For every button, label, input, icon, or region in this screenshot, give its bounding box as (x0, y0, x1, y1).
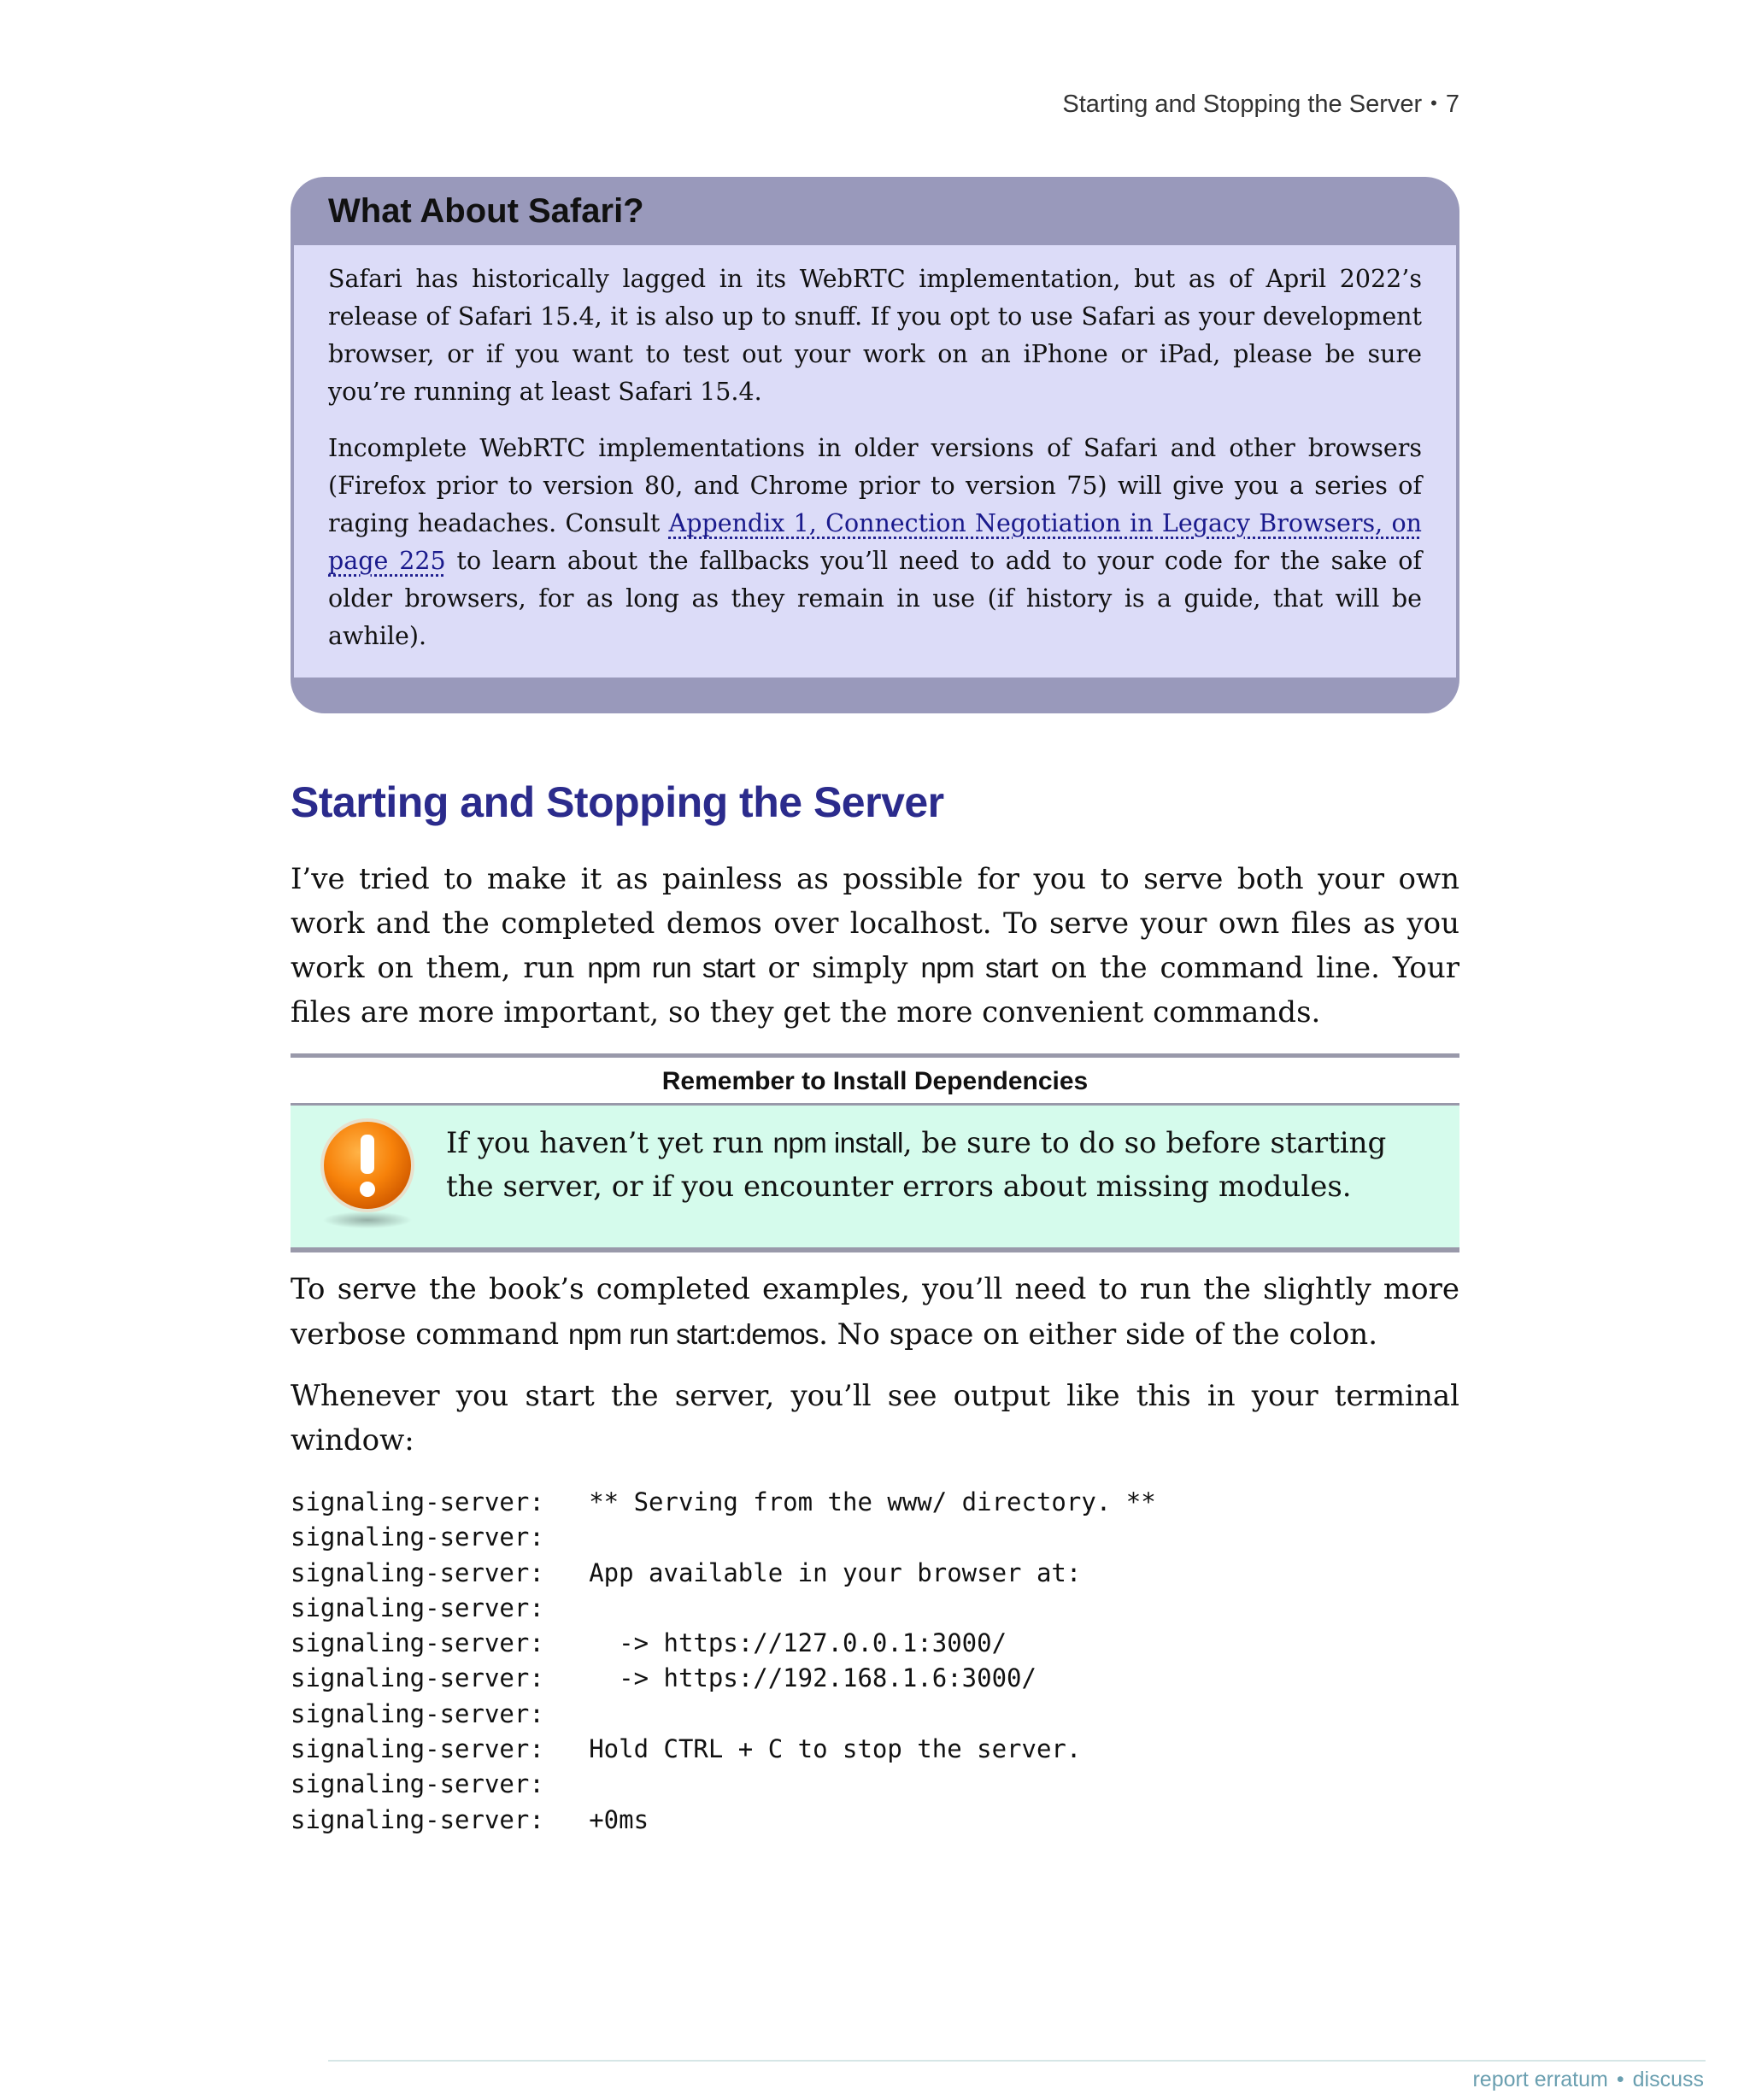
callout-panel (291, 1106, 1459, 1247)
inline-code: npm install (772, 1127, 903, 1159)
safari-sidebar (291, 177, 1459, 713)
callout-title: Remember to Install Dependencies (661, 1067, 1089, 1095)
footer (1472, 2068, 1704, 2092)
sidebar-p2-text: Incomplete WebRTC implementations in older versions of Safari and other browsers (Firefox prior to version 80, and Chrome prior to version 75) will give you a series of raging headaches. Consult (328, 434, 1422, 537)
inline-code: npm start (920, 952, 1038, 983)
report-erratum-link[interactable]: report erratum (1472, 2068, 1608, 2091)
callout-text (446, 1121, 1420, 1209)
demos-paragraph (291, 1268, 1459, 1357)
sidebar-p2-text-end: to learn about the fallbacks you’ll need to add to your code for the sake of older browsers, for as long as they remain in use (if history is a guide, that will be awhile). (328, 547, 1422, 650)
code-line: signaling-server: -> https://127.0.0.1:3000/ (291, 1628, 1007, 1658)
sidebar-body (294, 245, 1456, 678)
text: or simply (755, 951, 921, 985)
code-line: signaling-server: (291, 1593, 544, 1622)
terminal-output (291, 1485, 1156, 1838)
text: To serve the book’s completed examples, you’ll need to run the slightly more verbose command (291, 1272, 1459, 1352)
terminal-intro-paragraph: Whenever you start the server, you’ll see output like this in your terminal window: (291, 1379, 1459, 1458)
code-line: signaling-server: App available in your browser at: (291, 1557, 1082, 1587)
text: I’ve tried to make it as painless as possible for you to serve both your own work and the completed demos over localhost. To serve your own files as you work on them, run (291, 862, 1459, 985)
footer-divider (328, 2060, 1706, 2062)
discuss-link[interactable]: discuss (1632, 2068, 1704, 2091)
running-head-bullet: • (1430, 92, 1437, 114)
inline-code: npm run start:demos (567, 1317, 819, 1350)
exclamation-icon (316, 1116, 419, 1232)
appendix-link[interactable]: Appendix 1, Connection Negotiation in Legacy Browsers, on page 225 (328, 509, 1423, 575)
page-number: 7 (1445, 91, 1459, 118)
intro-paragraph (291, 858, 1459, 1035)
text: . No space on either side of the colon. (819, 1317, 1377, 1352)
text: , be sure to do so before starting the server, or if you encounter errors about missing modules. (446, 1126, 1387, 1204)
code-line: signaling-server: Hold CTRL + C to stop the server. (291, 1734, 1082, 1764)
code-line: signaling-server: (291, 1769, 544, 1799)
sidebar-paragraph-1: Safari has historically lagged in its WebRTC implementation, but as of April 2022’s release of Safari 15.4, it is also up to snuff. If you opt to use Safari as your development browser, or if you want to test out your work on an iPhone or iPad, please be sure you’re running at least Safari 15.4. (328, 265, 1422, 406)
section-heading: Starting and Stopping the Server (291, 778, 944, 826)
code-line: signaling-server: -> https://192.168.1.6:3000/ (291, 1663, 1036, 1693)
code-line: signaling-server: +0ms (291, 1804, 649, 1834)
code-line: signaling-server: (291, 1522, 544, 1552)
text: on the command line. Your files are more important, so they get the more convenient commands. (291, 951, 1459, 1029)
sidebar-title: What About Safari? (328, 192, 644, 230)
text: If you haven’t yet run (446, 1126, 773, 1160)
running-head-title: Starting and Stopping the Server (1062, 91, 1423, 118)
code-line: signaling-server: (291, 1698, 544, 1728)
callout-rule (291, 1247, 1459, 1252)
dependencies-callout (291, 1053, 1459, 1252)
callout-rule (291, 1053, 1459, 1058)
running-head (1062, 91, 1459, 119)
inline-code: npm run start (587, 952, 755, 983)
code-line: signaling-server: ** Serving from the www/ directory. ** (291, 1487, 1156, 1516)
footer-separator: • (1616, 2068, 1624, 2091)
sidebar-paragraph-2 (328, 430, 1422, 655)
